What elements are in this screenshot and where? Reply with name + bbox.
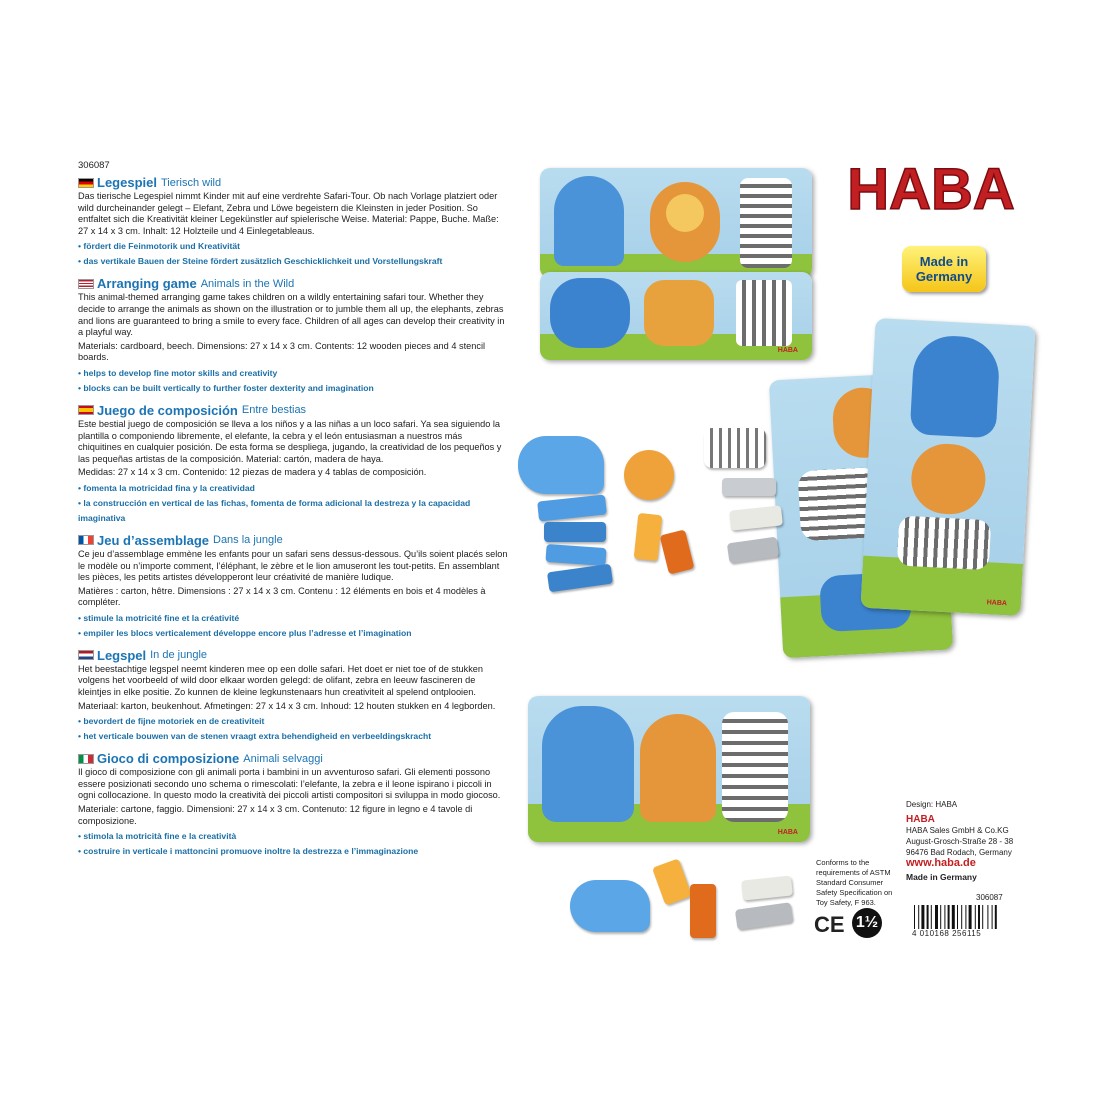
- section-heading: [78, 648, 508, 663]
- elephant-figure: [554, 176, 624, 266]
- barcode-bar: [921, 905, 924, 929]
- section-subtitle: Dans la jungle: [213, 534, 283, 547]
- stencil-board-bottom: [528, 696, 810, 842]
- feature-list: [78, 611, 508, 641]
- lion-figure: [644, 280, 714, 346]
- section-title: Jeu d’assemblage: [97, 532, 209, 548]
- stencil-board-top: [540, 168, 812, 278]
- section-heading: [78, 403, 508, 418]
- ce-mark: CE: [814, 912, 845, 937]
- barcode-bar: [927, 905, 929, 929]
- company-logo: HABA: [906, 814, 935, 825]
- feature-list: [78, 714, 508, 744]
- language-section: [78, 403, 508, 526]
- barcode-bar: [982, 905, 983, 929]
- section-paragraph: Medidas: 27 x 14 x 3 cm. Contenido: 12 piezas de madera y 4 tablas de composición.: [78, 467, 427, 478]
- section-heading: [78, 751, 508, 766]
- elephant-figure: [542, 706, 634, 822]
- orange-block-piece: [634, 513, 663, 561]
- section-title: Juego de composición: [97, 402, 238, 418]
- board-haba-mark: HABA: [777, 829, 798, 836]
- feature-bullet: • das vertikale Bauen der Steine fördert zusätzlich Geschicklichkeit und Vorstellungskraft: [78, 254, 508, 269]
- lion-figure: [640, 714, 716, 822]
- barcode-bar: [995, 905, 997, 929]
- feature-bullet: • het verticale bouwen van de stenen vraagt extra behendigheid en verbeeldingskracht: [78, 729, 508, 744]
- section-title: Arranging game: [97, 276, 197, 292]
- blue-block-piece: [547, 564, 613, 593]
- section-paragraph: Materiaal: karton, beukenhout. Afmetingen: 27 x 14 x 3 cm. Inhoud: 12 houten stukken en 4 legborden.: [78, 700, 496, 711]
- company-street: August-Grosch-Straße 28 - 38: [906, 837, 1014, 846]
- section-paragraph: This animal-themed arranging game takes children on a wildly entertaining safari tour. Whether they decide to arrange the animals as shown on the illustration or to jumble them all up, the elephants, zebras and lions are guaranteed to bring a smile to every face. Children of all ages can develop their creativity in a playful way.: [78, 292, 505, 338]
- feature-bullet: • bevordert de fijne motoriek en de creativiteit: [78, 714, 508, 729]
- feature-bullet: • empiler les blocs verticalement développe encore plus l’adresse et l’imagination: [78, 626, 508, 641]
- grey-block-piece: [741, 875, 793, 900]
- zebra-figure: [897, 516, 991, 571]
- section-paragraph: Het beestachtige legspel neemt kinderen mee op een dolle safari. Het doet er niet toe of de stukken volgens het voorbeeld of wild door elkaar worden gelegd: de olifant, zebra en leeuw fascineren de kleintjes in elke positie. Zo kunnen de kleine legkunstenaars hun creativiteit al spelend ontplooien.: [78, 663, 484, 698]
- es-flag-icon: [78, 405, 94, 415]
- barcode-bar: [975, 905, 976, 929]
- orange-block-piece: [652, 858, 692, 905]
- feature-bullet: • la construcción en vertical de las fichas, fomenta de forma adicional la destreza y la capacidad imaginativa: [78, 496, 508, 526]
- fr-flag-icon: [78, 535, 94, 545]
- section-heading: [78, 175, 508, 190]
- section-subtitle: Animali selvaggi: [243, 752, 323, 765]
- section-paragraph: Este bestial juego de composición se lleva a los niños y a las niñas a un loco safari. Ya sea siguiendo la plantilla o componiendo libremente, el elefante, la cebra y el león entusiasman a nuestros más chiquitines en cualquier posición. De esta forma se despliega, jugando, la creatividad de los pequeños y las pequeñas artistas de la composición. Material: cartón, madera de haya.: [78, 418, 502, 464]
- section-paragraph: Ce jeu d’assemblage emmène les enfants pour un safari sens dessus-dessous. Qu’ils soient placés selon le modèle ou n’importe comment, l’éléphant, le zèbre et le lion amuseront les tout-petits. En assemblant les pièces, les petits artistes développeront leur créativité de manière ludique.: [78, 548, 508, 583]
- section-subtitle: Entre bestias: [241, 404, 307, 417]
- barcode-digits: 4 010168 256115: [912, 929, 1022, 938]
- barcode-bar: [948, 905, 950, 929]
- haba-logo-text: HABA: [847, 157, 1015, 220]
- orange-block-piece: [660, 529, 695, 574]
- lion-head-piece: [624, 450, 674, 500]
- lion-figure: [910, 442, 988, 516]
- section-paragraph: Matières : carton, hêtre. Dimensions : 27 x 14 x 3 cm. Contenu : 12 éléments en bois et 4 modèles à compléter.: [78, 585, 486, 608]
- section-subtitle: Tierisch wild: [160, 176, 222, 189]
- design-credit: Design: HABA: [906, 800, 958, 809]
- made-in-germany-text: Made in Germany: [906, 872, 977, 882]
- haba-logo: [836, 155, 1026, 220]
- barcode-bar: [978, 905, 980, 929]
- barcode-bar: [931, 905, 932, 929]
- orange-block-piece: [690, 884, 716, 938]
- barcode-bar: [935, 905, 938, 929]
- barcode-bar: [952, 905, 955, 929]
- company-name: HABA Sales GmbH & Co.KG: [906, 826, 1009, 835]
- feature-bullet: • stimola la motricità fine e la creatività: [78, 829, 508, 844]
- barcode-article-number: 306087: [976, 893, 1003, 902]
- language-section: [78, 533, 508, 641]
- section-heading: [78, 533, 508, 548]
- blue-block-piece: [544, 522, 606, 542]
- feature-bullet: • costruire in verticale i mattoncini promuove inoltre la destrezza e l’immaginazione: [78, 844, 508, 859]
- board-haba-mark: HABA: [777, 347, 798, 354]
- barcode-bar: [961, 905, 962, 929]
- feature-bullet: • helps to develop fine motor skills and creativity: [78, 366, 508, 381]
- feature-list: [78, 239, 508, 269]
- elephant-head-piece: [518, 436, 604, 494]
- stencil-board-second: [540, 272, 812, 360]
- feature-bullet: • blocks can be built vertically to further foster dexterity and imagination: [78, 381, 508, 396]
- website-link[interactable]: www.haba.de: [906, 857, 976, 869]
- section-subtitle: Animals in the Wild: [200, 277, 295, 290]
- feature-bullet: • fördert die Feinmotorik und Kreativität: [78, 239, 508, 254]
- section-heading: [78, 276, 508, 291]
- barcode-bar: [969, 905, 972, 929]
- section-subtitle: In de jungle: [150, 649, 208, 662]
- zebra-head-piece: [704, 428, 766, 468]
- article-number: 306087: [78, 160, 110, 171]
- barcode-bar: [992, 905, 993, 929]
- section-title: Legspel: [97, 647, 147, 663]
- text-column: [78, 160, 508, 866]
- language-section: [78, 276, 508, 396]
- section-title: Gioco di composizione: [97, 751, 240, 767]
- barcode-bar: [918, 905, 919, 929]
- barcode-bar: [965, 905, 966, 929]
- language-section: [78, 648, 508, 744]
- feature-list: [78, 829, 508, 859]
- blue-block-piece: [545, 544, 606, 566]
- feature-bullet: • fomenta la motricidad fina y la creatividad: [78, 481, 508, 496]
- nl-flag-icon: [78, 650, 94, 660]
- astm-note: Conforms to the requirements of ASTM Standard Consumer Safety Specification on Toy Safety, F 963.: [816, 858, 893, 907]
- elephant-figure: [910, 334, 1001, 438]
- company-city: 96476 Bad Rodach, Germany: [906, 848, 1012, 857]
- elephant-head-piece: [570, 880, 650, 932]
- zebra-figure: [740, 178, 792, 268]
- language-section: [78, 751, 508, 859]
- elephant-figure: [550, 278, 630, 348]
- section-paragraph: Il gioco di composizione con gli animali porta i bambini in un avventuroso safari. Gli elementi possono essere posizionati secondo uno schema o rimescolati: l’elefante, la zebra e il leone ispirano i piccoli in ogni collocazione. In questo modo la creatività dei piccoli artisti compositori si sviluppa in modo giocoso.: [78, 767, 501, 801]
- board-haba-mark: HABA: [986, 599, 1008, 608]
- section-paragraph: Materials: cardboard, beech. Dimensions: 27 x 14 x 3 cm. Contents: 12 wooden pieces and 4 stencil boards.: [78, 340, 486, 363]
- barcode-bar: [940, 905, 941, 929]
- zebra-figure: [736, 280, 792, 346]
- section-paragraph: Materiale: cartone, faggio. Dimensioni: 27 x 14 x 3 cm. Contenuto: 12 figure in legno e 4 tavole di composizione.: [78, 804, 473, 826]
- section-title: Legespiel: [97, 175, 157, 190]
- lion-face: [666, 194, 704, 232]
- legal-info: [906, 799, 1036, 883]
- blue-block-piece: [537, 495, 607, 522]
- us-flag-icon: [78, 279, 94, 289]
- feature-list: [78, 366, 508, 396]
- barcode-bar: [957, 905, 958, 929]
- grey-block-piece: [722, 478, 776, 496]
- it-flag-icon: [78, 754, 94, 764]
- grey-block-piece: [735, 902, 793, 930]
- barcode-bar: [914, 905, 915, 929]
- grey-block-piece: [727, 537, 779, 564]
- de-flag-icon: [78, 178, 94, 188]
- barcode-bar: [944, 905, 945, 929]
- age-warning-icon: 1½: [852, 908, 882, 938]
- feature-list: [78, 481, 508, 526]
- stencil-board-vertical-front: [861, 318, 1036, 616]
- barcode-bar: [987, 905, 988, 929]
- feature-bullet: • stimule la motricité fine et la créativité: [78, 611, 508, 626]
- made-in-germany-badge: Made in Germany: [902, 246, 986, 292]
- section-paragraph: Das tierische Legespiel nimmt Kinder mit auf eine verdrehte Safari-Tour. Ob nach Vorlage platziert oder wild durcheinander gelegt – Elefant, Zebra und Löwe begeistern die Kleinsten in jeder Position. So entfaltet sich die Kreativität kleiner Legekünstler auf spielerische Weise. Material: Pappe, Buche. Maße: 27 x 14 x 3 cm. Inhalt: 12 Holzteile und 4 Einlegetableaus.: [78, 191, 499, 236]
- grey-block-piece: [729, 505, 783, 530]
- language-section: [78, 175, 508, 269]
- zebra-figure: [722, 712, 788, 822]
